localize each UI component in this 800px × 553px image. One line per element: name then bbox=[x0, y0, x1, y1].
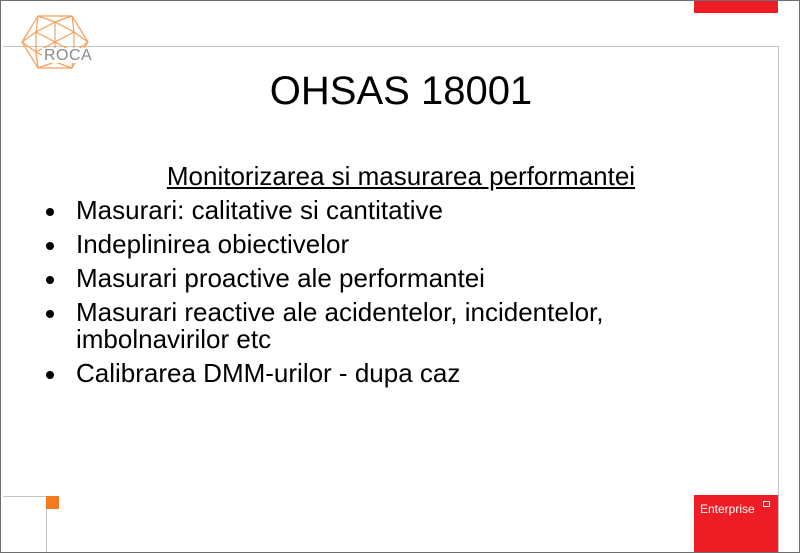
bullet-item bbox=[41, 231, 701, 258]
bullet-item bbox=[41, 360, 701, 387]
bullet-text: Indeplinirea obiectivelor bbox=[76, 229, 350, 259]
slide-title: OHSAS 18001 bbox=[269, 69, 533, 113]
enterprise-badge bbox=[694, 495, 778, 552]
frame-line-top bbox=[3, 46, 779, 47]
bullet-text: Masurari reactive ale acidentelor, incidentelor, imbolnavirilor etc bbox=[76, 297, 604, 354]
bullet-text: Calibrarea DMM-urilor - dupa caz bbox=[76, 358, 461, 388]
logo-text: ROCA bbox=[44, 47, 93, 64]
bullet-item bbox=[41, 265, 701, 292]
bullet-dot-icon bbox=[46, 276, 54, 284]
bullet-list bbox=[41, 197, 701, 394]
enterprise-mark-icon bbox=[763, 501, 770, 507]
bullet-dot-icon bbox=[46, 242, 54, 250]
orange-accent-square bbox=[46, 496, 59, 509]
bullet-item bbox=[41, 299, 701, 353]
bullet-text: Masurari: calitative si cantitative bbox=[76, 195, 444, 225]
frame-line-bottom bbox=[3, 496, 46, 497]
frame-line-right bbox=[778, 46, 779, 552]
bullet-text: Masurari proactive ale performantei bbox=[76, 263, 485, 293]
bullet-dot-icon bbox=[46, 371, 54, 379]
slide-subtitle: Monitorizarea si masurarea performantei bbox=[166, 161, 636, 191]
bullet-dot-icon bbox=[46, 310, 54, 318]
enterprise-label: Enterprise bbox=[700, 502, 755, 516]
bullet-item bbox=[41, 197, 701, 224]
roca-logo bbox=[20, 14, 93, 70]
red-accent-bar bbox=[694, 1, 778, 13]
bullet-dot-icon bbox=[46, 208, 54, 216]
